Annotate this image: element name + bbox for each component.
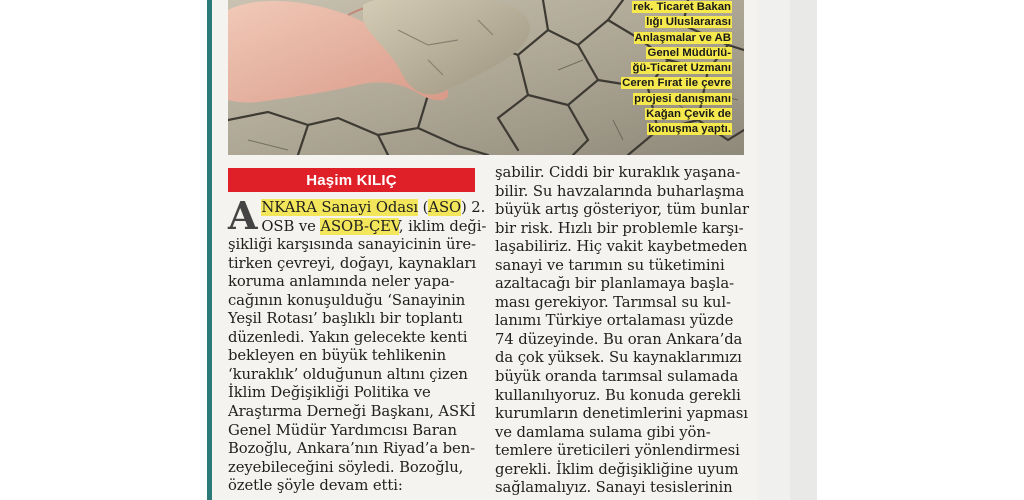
article-line: bekleyen en büyük tehlikenin <box>228 347 446 365</box>
article-line: kurumların denetimlerini yapması <box>495 405 748 423</box>
article-line: Genel Müdür Yardımcısı Baran <box>228 421 457 439</box>
article-line: Bozoğlu, Ankara’nın Riyad’a ben- <box>228 440 476 458</box>
article-line: İklim Değişikliği Politika ve <box>228 384 431 402</box>
article-line: 74 düzeyinde. Bu oran Ankara’da <box>495 330 743 348</box>
article-line: temlere üreticileri yönlendirmesi <box>495 442 740 460</box>
article-line: ması gerekiyor. Tarımsal su kul- <box>495 293 731 311</box>
article-line: tirken çevreyi, doğayı, kaynakları <box>228 254 477 272</box>
article-line: azaltacağı bir planlamaya başla- <box>495 275 735 293</box>
article-line: kullanılıyoruz. Bu konuda gerekli <box>495 386 741 404</box>
right-margin <box>817 0 1024 500</box>
caption-line: rek. Ticaret Bakan <box>633 1 731 13</box>
article-line: düzenledi. Yakın gelecekte kenti <box>228 328 468 346</box>
article-line: özetle şöyle devam etti: <box>228 477 403 495</box>
article-line: bir risk. Hızlı bir problemle karşı- <box>495 219 744 237</box>
article-line: Araştırma Derneği Başkanı, ASKİ <box>228 403 476 421</box>
caption-line: lığı Uluslararası <box>646 16 731 29</box>
article-line: Yeşil Rotası’ başlıklı bir toplantı <box>228 310 463 328</box>
left-margin <box>0 0 207 500</box>
caption-line: Kağan Çevik de <box>646 108 731 121</box>
article-line: büyük oranda tarımsal sulamada <box>495 368 739 386</box>
article-line: NKARA Sanayi Odası (ASO) 2. <box>261 199 486 216</box>
article-column-left <box>228 193 487 496</box>
article-line: cağının konuşulduğu ‘Sanayinin <box>228 291 466 309</box>
article-line: gerekli. İklim değişikliğine uyum <box>495 460 739 478</box>
article-line: zeyebileceğini söyledi. Bozoğlu, <box>228 458 464 476</box>
article-line: OSB ve ASOB-ÇEV, iklim deği- <box>261 217 487 235</box>
caption-line: Anlaşmalar ve AB <box>634 31 731 44</box>
article-line: da çok yüksek. Su kaynaklarımızı <box>495 349 742 367</box>
article-line: büyük artış gösteriyor, tüm bunlar <box>495 201 750 219</box>
article-line: ‘kuraklık’ olduğunun altını çizen <box>228 365 468 383</box>
article-line: sağlamalıyız. Sanayi tesislerinin <box>495 479 733 497</box>
caption-line: Ceren Fırat ile çevre <box>622 77 731 90</box>
caption-line: ğü-Ticaret Uzmanı <box>632 62 731 75</box>
article-line: bilir. Su havzalarında buharlaşma <box>495 182 745 200</box>
article-column-right <box>495 164 750 498</box>
caption-line: projesi danışmanı <box>634 92 731 105</box>
caption-line: konuşma yaptı. <box>648 123 731 136</box>
article-line: koruma anlamında neler yapa- <box>228 273 455 291</box>
photo-caption <box>542 0 732 138</box>
article-line: lanımı Türkiye ortalaması yüzde <box>495 312 734 330</box>
drop-cap: A <box>228 193 258 238</box>
article-line: laşabiliriz. Hiç vakit kaybetmeden <box>495 238 748 256</box>
article-line: ve damlama sulama gibi yön- <box>495 423 711 441</box>
dry-soil-photo <box>228 0 744 155</box>
caption-line: Genel Müdürlü- <box>647 46 731 59</box>
author-byline: Haşim KILIÇ <box>228 168 475 192</box>
article-line: sanayi ve tarımın su tüketimini <box>495 256 725 274</box>
page-gutter-shadow <box>790 0 817 500</box>
article-line: şabilir. Ciddi bir kuraklık yaşana- <box>495 164 741 181</box>
article-line: şikliği karşısında sanayicinin üre- <box>228 236 476 254</box>
